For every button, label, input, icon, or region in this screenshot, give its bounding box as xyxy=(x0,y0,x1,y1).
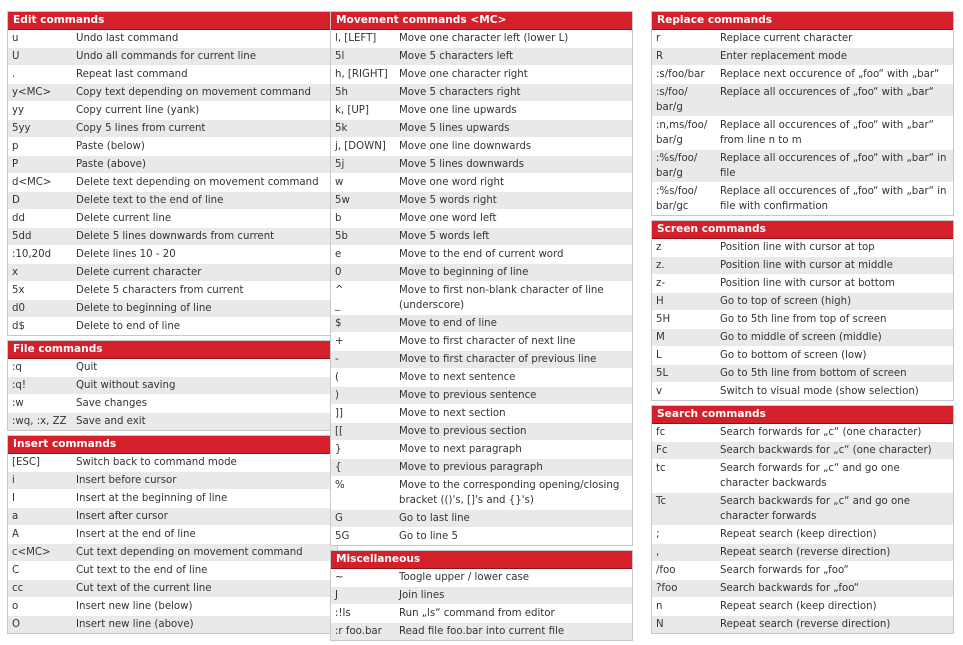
command-description: Delete to end of line xyxy=(76,321,181,332)
command-row xyxy=(8,299,337,317)
command-row xyxy=(652,83,953,116)
command-description: Go to 5th line from top of screen xyxy=(720,314,887,325)
command-key: i xyxy=(12,475,15,486)
command-row xyxy=(331,622,632,640)
command-row xyxy=(652,543,953,561)
command-description: Move 5 characters left xyxy=(399,51,514,62)
command-key: 5G xyxy=(335,531,350,542)
command-description: Repeat search (keep direction) xyxy=(720,529,877,540)
command-description: Move to previous sentence xyxy=(399,390,537,401)
command-key: 0 xyxy=(335,267,342,278)
section-title: File commands xyxy=(8,341,337,359)
command-description: Move one character left (lower L) xyxy=(399,33,569,44)
command-key: e xyxy=(335,249,342,260)
command-description: Delete 5 lines downwards from current xyxy=(76,231,275,242)
command-key: 5h xyxy=(335,87,348,98)
command-description: Move one line downwards xyxy=(399,141,532,152)
command-key: ]] xyxy=(335,408,343,419)
command-key: u xyxy=(12,33,19,44)
command-key: w xyxy=(335,177,344,188)
command-row xyxy=(652,30,953,47)
command-description: Paste (below) xyxy=(76,141,145,152)
command-row xyxy=(331,569,632,586)
command-row xyxy=(331,65,632,83)
command-key: . xyxy=(12,69,16,80)
command-description: Position line with cursor at bottom xyxy=(720,278,895,289)
command-key: :s/foo/ bar/g xyxy=(656,87,688,113)
command-row xyxy=(331,440,632,458)
command-description: Replace all occurences of „foo“ with „bar“ in file xyxy=(720,153,947,179)
command-table xyxy=(652,30,953,215)
command-row xyxy=(652,328,953,346)
command-description: Repeat last command xyxy=(76,69,188,80)
column-2 xyxy=(330,11,633,645)
command-key: b xyxy=(335,213,342,224)
command-key: { xyxy=(335,462,342,473)
command-description: Toogle upper / lower case xyxy=(399,572,530,583)
command-description: Move to next sentence xyxy=(399,372,516,383)
command-description: Move 5 lines downwards xyxy=(399,159,525,170)
command-description: Move to next section xyxy=(399,408,506,419)
command-key: tc xyxy=(656,463,666,474)
command-key: L xyxy=(656,350,662,361)
command-key: :r foo.bar xyxy=(335,626,382,637)
command-row xyxy=(652,239,953,256)
command-description: Move one word right xyxy=(399,177,504,188)
section-title: Insert commands xyxy=(8,436,337,454)
command-description: Search backwards for „foo“ xyxy=(720,583,859,594)
command-row xyxy=(8,615,337,633)
command-key: P xyxy=(12,159,19,170)
command-key: 5H xyxy=(656,314,671,325)
command-row xyxy=(652,459,953,492)
command-row xyxy=(8,489,337,507)
command-row xyxy=(652,492,953,525)
command-key: 5x xyxy=(12,285,25,296)
command-description: Move 5 words left xyxy=(399,231,490,242)
command-row xyxy=(652,182,953,215)
command-description: Move one character right xyxy=(399,69,528,80)
command-row xyxy=(331,586,632,604)
command-description: Replace current character xyxy=(720,33,853,44)
command-row xyxy=(331,101,632,119)
command-key: x xyxy=(12,267,19,278)
command-key: I xyxy=(12,493,16,504)
section-title: Movement commands <MC> xyxy=(331,12,632,30)
command-description: Repeat search (reverse direction) xyxy=(720,619,891,630)
command-row xyxy=(331,458,632,476)
command-description: Delete 5 characters from current xyxy=(76,285,244,296)
command-row xyxy=(8,119,337,137)
command-key: J xyxy=(335,590,339,601)
command-description: Move to next paragraph xyxy=(399,444,522,455)
command-key: :q! xyxy=(12,380,26,391)
command-row xyxy=(331,173,632,191)
command-description: Move 5 words right xyxy=(399,195,497,206)
command-description: Search forwards for „c“ and go one character backwards xyxy=(720,463,900,489)
command-description: Go to last line xyxy=(399,513,470,524)
command-description: Insert new line (above) xyxy=(76,619,194,630)
command-description: Search backwards for „c“ (one character) xyxy=(720,445,932,456)
command-key: yy xyxy=(12,105,25,116)
command-key: d0 xyxy=(12,303,25,314)
command-description: Delete text to the end of line xyxy=(76,195,224,206)
command-key: 5j xyxy=(335,159,345,170)
command-key: c<MC> xyxy=(12,547,51,558)
command-description: Cut text of the current line xyxy=(76,583,212,594)
command-row xyxy=(331,209,632,227)
screen-commands-section xyxy=(651,220,954,401)
command-description: Search forwards for „foo“ xyxy=(720,565,849,576)
command-row xyxy=(8,173,337,191)
command-key: a xyxy=(12,511,19,522)
command-description: Move to the end of current word xyxy=(399,249,564,260)
command-row xyxy=(331,404,632,422)
command-description: Undo all commands for current line xyxy=(76,51,257,62)
command-key: z xyxy=(656,242,662,253)
command-row xyxy=(331,227,632,245)
command-key: ^ _ xyxy=(335,285,344,311)
command-row xyxy=(8,137,337,155)
command-key: 5dd xyxy=(12,231,32,242)
command-row xyxy=(8,359,337,376)
command-row xyxy=(331,422,632,440)
command-row xyxy=(652,256,953,274)
command-row xyxy=(8,412,337,430)
column-1 xyxy=(7,11,338,638)
command-key: + xyxy=(335,336,344,347)
command-key: l, [LEFT] xyxy=(335,33,377,44)
command-key: cc xyxy=(12,583,24,594)
command-description: Cut text to the end of line xyxy=(76,565,208,576)
command-key: :10,20d xyxy=(12,249,52,260)
section-title: Edit commands xyxy=(8,12,337,30)
command-row xyxy=(8,155,337,173)
command-row xyxy=(652,292,953,310)
command-row xyxy=(331,476,632,509)
command-row xyxy=(8,227,337,245)
command-row xyxy=(331,119,632,137)
command-row xyxy=(331,83,632,101)
command-row xyxy=(331,47,632,65)
command-row xyxy=(331,314,632,332)
command-row xyxy=(331,332,632,350)
command-key: M xyxy=(656,332,665,343)
command-description: Insert new line (below) xyxy=(76,601,193,612)
command-row xyxy=(331,281,632,314)
command-row xyxy=(652,579,953,597)
command-description: Move to first character of previous line xyxy=(399,354,597,365)
command-row xyxy=(652,47,953,65)
command-description: Repeat search (keep direction) xyxy=(720,601,877,612)
command-row xyxy=(652,525,953,543)
command-row xyxy=(8,30,337,47)
command-description: Move to first non-blank character of line (underscore) xyxy=(399,285,604,311)
command-description: Quit xyxy=(76,362,98,373)
command-key: :wq, :x, ZZ xyxy=(12,416,67,427)
command-row xyxy=(331,604,632,622)
command-description: Undo last command xyxy=(76,33,179,44)
command-description: Switch back to command mode xyxy=(76,457,237,468)
command-key: z. xyxy=(656,260,665,271)
command-key: H xyxy=(656,296,664,307)
command-key: z- xyxy=(656,278,666,289)
command-description: Replace next occurence of „foo“ with „bar“ xyxy=(720,69,940,80)
command-row xyxy=(8,507,337,525)
command-table xyxy=(8,454,337,633)
command-table xyxy=(331,569,632,640)
command-key: p xyxy=(12,141,19,152)
command-row xyxy=(8,101,337,119)
command-row xyxy=(331,245,632,263)
search-commands-section xyxy=(651,405,954,634)
command-key: ) xyxy=(335,390,339,401)
command-key: , xyxy=(656,547,660,558)
command-description: Go to line 5 xyxy=(399,531,458,542)
command-description: Enter replacement mode xyxy=(720,51,847,62)
file-commands-section xyxy=(7,340,338,431)
command-description: Paste (above) xyxy=(76,159,146,170)
replace-commands-section xyxy=(651,11,954,216)
command-description: Move one word left xyxy=(399,213,497,224)
command-key: /foo xyxy=(656,565,676,576)
command-row xyxy=(331,527,632,545)
command-description: Delete text depending on movement command xyxy=(76,177,319,188)
command-key: G xyxy=(335,513,343,524)
command-key: y<MC> xyxy=(12,87,52,98)
command-row xyxy=(8,47,337,65)
command-key: dd xyxy=(12,213,25,224)
command-key: A xyxy=(12,529,19,540)
section-title: Replace commands xyxy=(652,12,953,30)
command-row xyxy=(331,350,632,368)
command-row xyxy=(8,65,337,83)
command-key: [ESC] xyxy=(12,457,40,468)
command-row xyxy=(8,597,337,615)
command-description: Insert after cursor xyxy=(76,511,168,522)
command-key: 5k xyxy=(335,123,348,134)
command-row xyxy=(652,597,953,615)
command-description: Search forwards for „c“ (one character) xyxy=(720,427,922,438)
command-key: o xyxy=(12,601,19,612)
command-row xyxy=(8,525,337,543)
command-key: 5yy xyxy=(12,123,31,134)
command-key: d<MC> xyxy=(12,177,52,188)
command-description: Move 5 lines upwards xyxy=(399,123,510,134)
command-row xyxy=(652,65,953,83)
command-key: n xyxy=(656,601,663,612)
command-key: ; xyxy=(656,529,660,540)
command-description: Move to end of line xyxy=(399,318,497,329)
command-key: ( xyxy=(335,372,339,383)
command-description: Search backwards for „c“ and go one character forwards xyxy=(720,496,910,522)
command-row xyxy=(8,245,337,263)
command-description: Position line with cursor at middle xyxy=(720,260,893,271)
command-description: Insert at the end of line xyxy=(76,529,196,540)
command-key: $ xyxy=(335,318,342,329)
command-key: ?foo xyxy=(656,583,678,594)
command-key: :w xyxy=(12,398,24,409)
command-description: Delete current line xyxy=(76,213,172,224)
command-row xyxy=(331,263,632,281)
command-key: % xyxy=(335,480,345,491)
command-description: Move 5 characters right xyxy=(399,87,521,98)
command-row xyxy=(8,579,337,597)
command-description: Save and exit xyxy=(76,416,146,427)
command-description: Move one line upwards xyxy=(399,105,517,116)
command-key: k, [UP] xyxy=(335,105,369,116)
command-row xyxy=(652,274,953,292)
command-key: :s/foo/bar xyxy=(656,69,705,80)
command-key: U xyxy=(12,51,20,62)
command-row xyxy=(8,394,337,412)
command-description: Replace all occurences of „foo“ with „bar“ in file with confirmation xyxy=(720,186,947,212)
command-description: Move to first character of next line xyxy=(399,336,576,347)
command-table xyxy=(8,359,337,430)
command-row xyxy=(652,441,953,459)
command-description: Switch to visual mode (show selection) xyxy=(720,386,919,397)
command-row xyxy=(331,368,632,386)
command-row xyxy=(652,561,953,579)
command-key: 5b xyxy=(335,231,348,242)
command-row xyxy=(8,209,337,227)
command-row xyxy=(331,509,632,527)
command-description: Move to beginning of line xyxy=(399,267,529,278)
command-row xyxy=(8,263,337,281)
command-key: C xyxy=(12,565,20,576)
command-row xyxy=(652,346,953,364)
command-row xyxy=(652,615,953,633)
command-key: Fc xyxy=(656,445,668,456)
command-key: } xyxy=(335,444,342,455)
command-row xyxy=(652,149,953,182)
section-title: Search commands xyxy=(652,406,953,424)
command-table xyxy=(331,30,632,545)
command-row xyxy=(8,543,337,561)
command-key: N xyxy=(656,619,664,630)
command-key: 5L xyxy=(656,368,669,379)
command-description: Move to the corresponding opening/closing bracket (()'s, []'s and {}'s) xyxy=(399,480,620,506)
command-description: Run „ls“ command from editor xyxy=(399,608,555,619)
command-table xyxy=(652,424,953,633)
command-description: Save changes xyxy=(76,398,148,409)
command-key: :%s/foo/ bar/g xyxy=(656,153,698,179)
command-description: Quit without saving xyxy=(76,380,176,391)
command-row xyxy=(652,382,953,400)
section-title: Miscellaneous xyxy=(331,551,632,569)
command-key: D xyxy=(12,195,20,206)
command-description: Copy text depending on movement command xyxy=(76,87,311,98)
command-row xyxy=(331,386,632,404)
command-row xyxy=(8,376,337,394)
command-description: Go to 5th line from bottom of screen xyxy=(720,368,907,379)
command-row xyxy=(652,310,953,328)
miscellaneous-section xyxy=(330,550,633,641)
command-description: Cut text depending on movement command xyxy=(76,547,303,558)
command-key: :q xyxy=(12,362,22,373)
command-description: Position line with cursor at top xyxy=(720,242,875,253)
command-row xyxy=(8,561,337,579)
command-row xyxy=(331,137,632,155)
command-key: :!ls xyxy=(335,608,351,619)
command-row xyxy=(331,155,632,173)
command-key: O xyxy=(12,619,21,630)
command-key: :n,ms/foo/ bar/g xyxy=(656,120,708,146)
command-description: Join lines xyxy=(399,590,445,601)
command-key: fc xyxy=(656,427,666,438)
command-key: - xyxy=(335,354,339,365)
command-description: Go to middle of screen (middle) xyxy=(720,332,882,343)
command-description: Replace all occurences of „foo“ with „bar“ xyxy=(720,87,934,98)
command-key: j, [DOWN] xyxy=(335,141,386,152)
command-key: R xyxy=(656,51,664,62)
command-description: Insert before cursor xyxy=(76,475,177,486)
command-key: [[ xyxy=(335,426,343,437)
command-description: Read file foo.bar into current file xyxy=(399,626,565,637)
command-key: :%s/foo/ bar/gc xyxy=(656,186,698,212)
command-row xyxy=(8,191,337,209)
movement-commands-mc-section xyxy=(330,11,633,546)
command-row xyxy=(331,30,632,47)
insert-commands-section xyxy=(7,435,338,634)
command-row xyxy=(652,364,953,382)
command-table xyxy=(652,239,953,400)
command-description: Delete lines 10 - 20 xyxy=(76,249,176,260)
command-description: Copy 5 lines from current xyxy=(76,123,206,134)
command-key: r xyxy=(656,33,661,44)
command-description: Copy current line (yank) xyxy=(76,105,200,116)
command-key: 5w xyxy=(335,195,350,206)
command-description: Repeat search (reverse direction) xyxy=(720,547,891,558)
command-key: Tc xyxy=(656,496,667,507)
command-key: 5l xyxy=(335,51,345,62)
command-description: Go to top of screen (high) xyxy=(720,296,852,307)
command-row xyxy=(8,471,337,489)
command-row xyxy=(8,83,337,101)
command-description: Delete to beginning of line xyxy=(76,303,212,314)
column-3 xyxy=(651,11,954,638)
command-key: v xyxy=(656,386,663,397)
command-row xyxy=(652,116,953,149)
command-description: Replace all occurences of „foo“ with „bar“ from line n to m xyxy=(720,120,934,146)
command-table xyxy=(8,30,337,335)
command-description: Delete current character xyxy=(76,267,202,278)
command-row xyxy=(8,454,337,471)
command-description: Move to previous paragraph xyxy=(399,462,543,473)
command-row xyxy=(8,281,337,299)
command-row xyxy=(8,317,337,335)
command-description: Go to bottom of screen (low) xyxy=(720,350,867,361)
command-row xyxy=(652,424,953,441)
section-title: Screen commands xyxy=(652,221,953,239)
command-description: Insert at the beginning of line xyxy=(76,493,228,504)
command-description: Move to previous section xyxy=(399,426,527,437)
command-key: ~ xyxy=(335,572,344,583)
command-key: h, [RIGHT] xyxy=(335,69,388,80)
command-key: d$ xyxy=(12,321,25,332)
edit-commands-section xyxy=(7,11,338,336)
command-row xyxy=(331,191,632,209)
